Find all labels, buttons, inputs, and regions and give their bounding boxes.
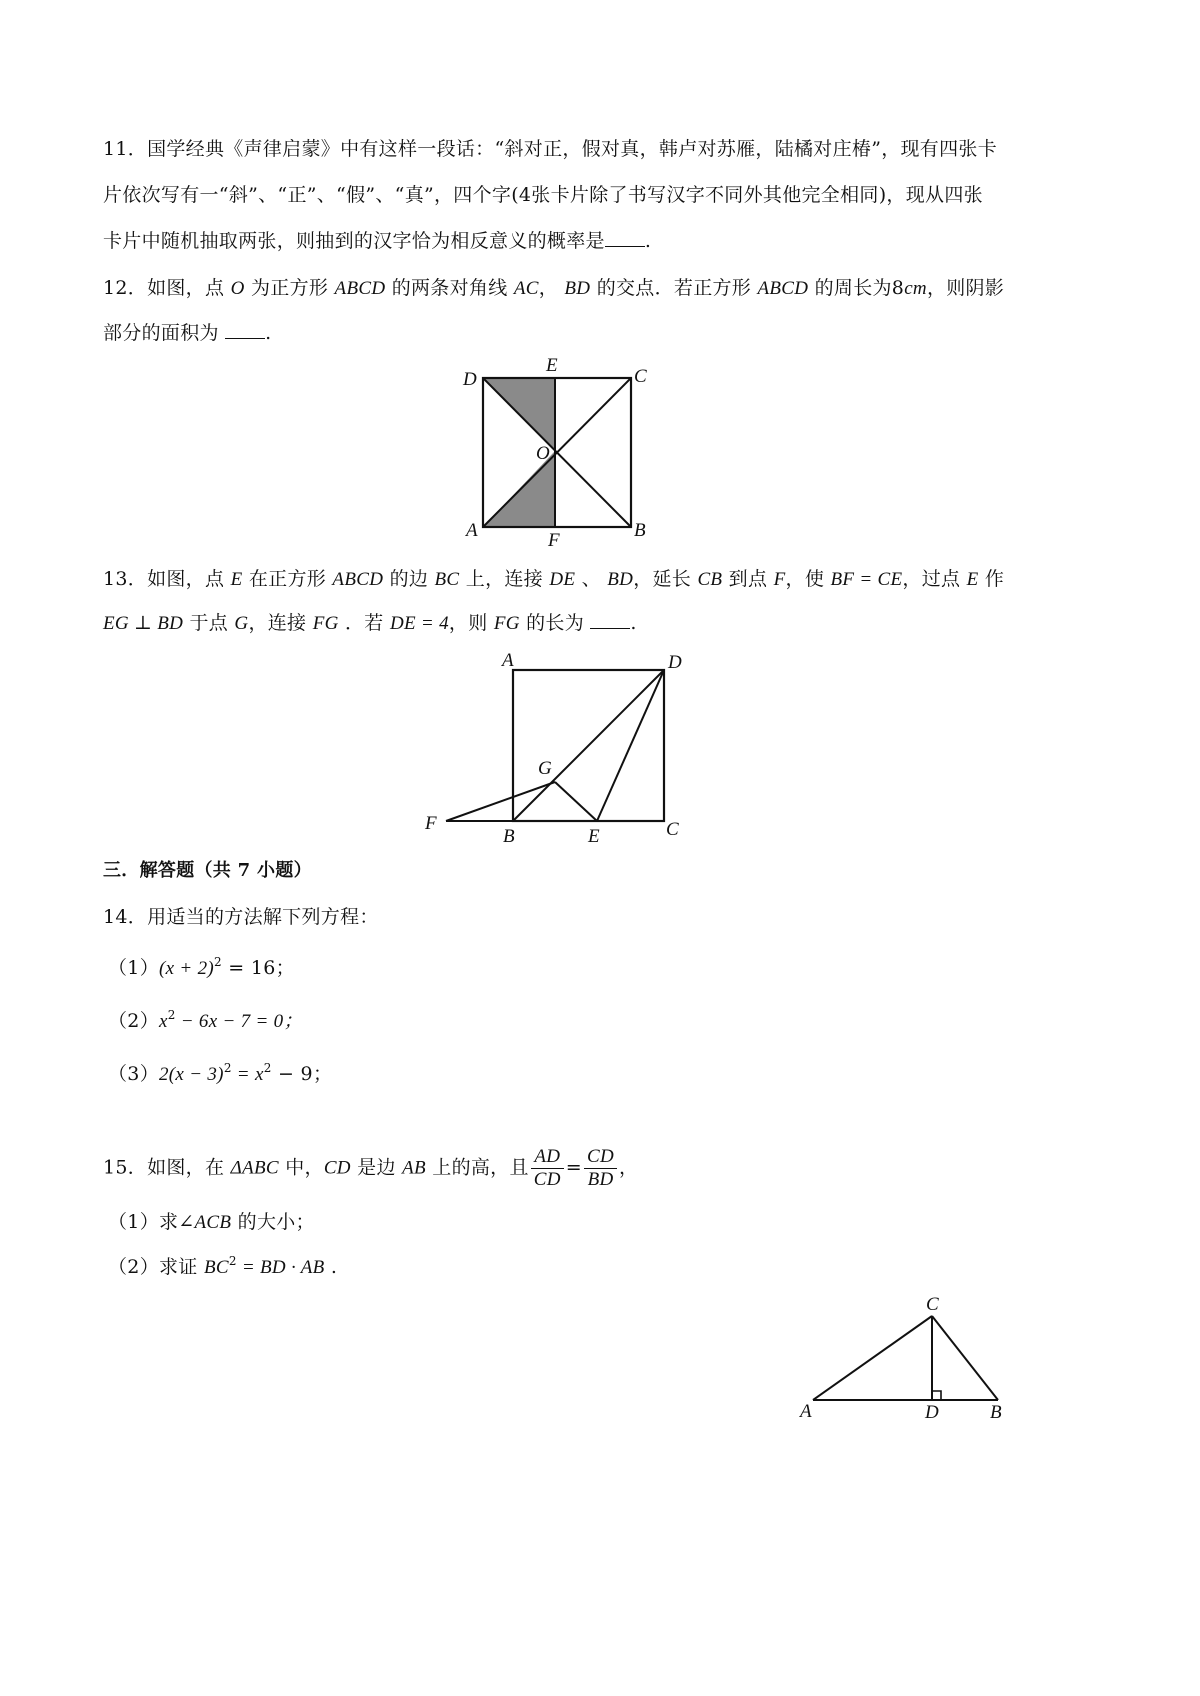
- q15-part1: （1）求∠ACB 的大小；: [108, 1211, 315, 1233]
- q11-line3-text: 卡片中随机抽取两张，则抽到的汉字恰为相反意义的概率是: [103, 230, 605, 252]
- q15-label-A: A: [800, 1401, 812, 1422]
- q12-label-F: F: [548, 530, 560, 551]
- q15-fraction-1: $\frac{AD}{CD}$: [531, 1146, 564, 1191]
- q14-part2: $(2)x^2 - 6x - 7 = 0$；: [108, 1008, 303, 1032]
- q12-label-D: D: [463, 369, 477, 390]
- q15-right-angle-mark: [932, 1391, 941, 1400]
- q14-part1: $(1)(x + 2)^2 = 16$；: [108, 955, 295, 979]
- q13-label-F: F: [425, 813, 437, 834]
- q13-label-D: D: [668, 652, 682, 673]
- q11-line2-text: 片依次写有一“斜”、“正”、“假”、“真”，四个字(4张卡片除了书写汉字不同外其他完全相同)，现从四张: [103, 184, 983, 206]
- q15-line1: 15．如图，在 ΔABC 中，CD 是边 AB 上的高，且 $\frac{AD}{CD}$ = $\frac{CD}{BD}$ ，: [103, 1146, 639, 1190]
- q15-segment-cb: [932, 1316, 998, 1400]
- q12-label-E: E: [546, 355, 558, 376]
- q15-fraction-2: $\frac{CD}{BD}$: [584, 1146, 617, 1191]
- q13-label-A: A: [502, 650, 514, 671]
- q12-label-A: A: [466, 520, 478, 541]
- q15-label-C: C: [926, 1294, 939, 1315]
- q11-line3: 卡片中随机抽取两张，则抽到的汉字恰为相反意义的概率是 .: [103, 230, 652, 252]
- q13-label-C: C: [666, 819, 679, 840]
- q14-part3: $(3)2(x - 3)^2 = x^2 - 9$；: [108, 1061, 333, 1085]
- q12-line2: 部分的面积为 .: [103, 322, 272, 344]
- q13-line2: EG ⊥ BD 于点 G，连接 FG ．若 DE = 4，则 FG 的长为 .: [103, 612, 637, 634]
- q12-label-C: C: [634, 366, 647, 387]
- q12-line1: 12．如图，点 O 为正方形 ABCD 的两条对角线 AC， BD 的交点．若正方形 ABCD 的周长为8cm，则阴影: [103, 277, 1005, 299]
- q13-line1: 13．如图，点 E 在正方形 ABCD 的边 BC 上，连接 DE 、 BD，延长 CB 到点 F，使 BF = CE，过点 E 作: [103, 568, 1005, 590]
- q13-label-B: B: [503, 826, 515, 847]
- q14-title: 14．用适当的方法解下列方程：: [103, 906, 379, 928]
- q13-label-E: E: [588, 826, 600, 847]
- q12-label-O: O: [536, 443, 550, 464]
- q15-label-D: D: [925, 1402, 939, 1423]
- q13-label-G: G: [538, 758, 552, 779]
- q15-segment-ac: [813, 1316, 932, 1400]
- q15-label-B: B: [990, 1402, 1002, 1423]
- q11-line1-text: 11．国学经典《声律启蒙》中有这样一段话：“斜对正，假对真，韩卢对苏雁，陆橘对庄椿”，现有四张卡: [103, 138, 998, 160]
- section-heading: 三．解答题（共 7 小题）: [103, 860, 312, 881]
- q12-label-B: B: [634, 520, 646, 541]
- q15-part2: （2）求证 $BC^2$ = BD · AB .: [108, 1254, 338, 1278]
